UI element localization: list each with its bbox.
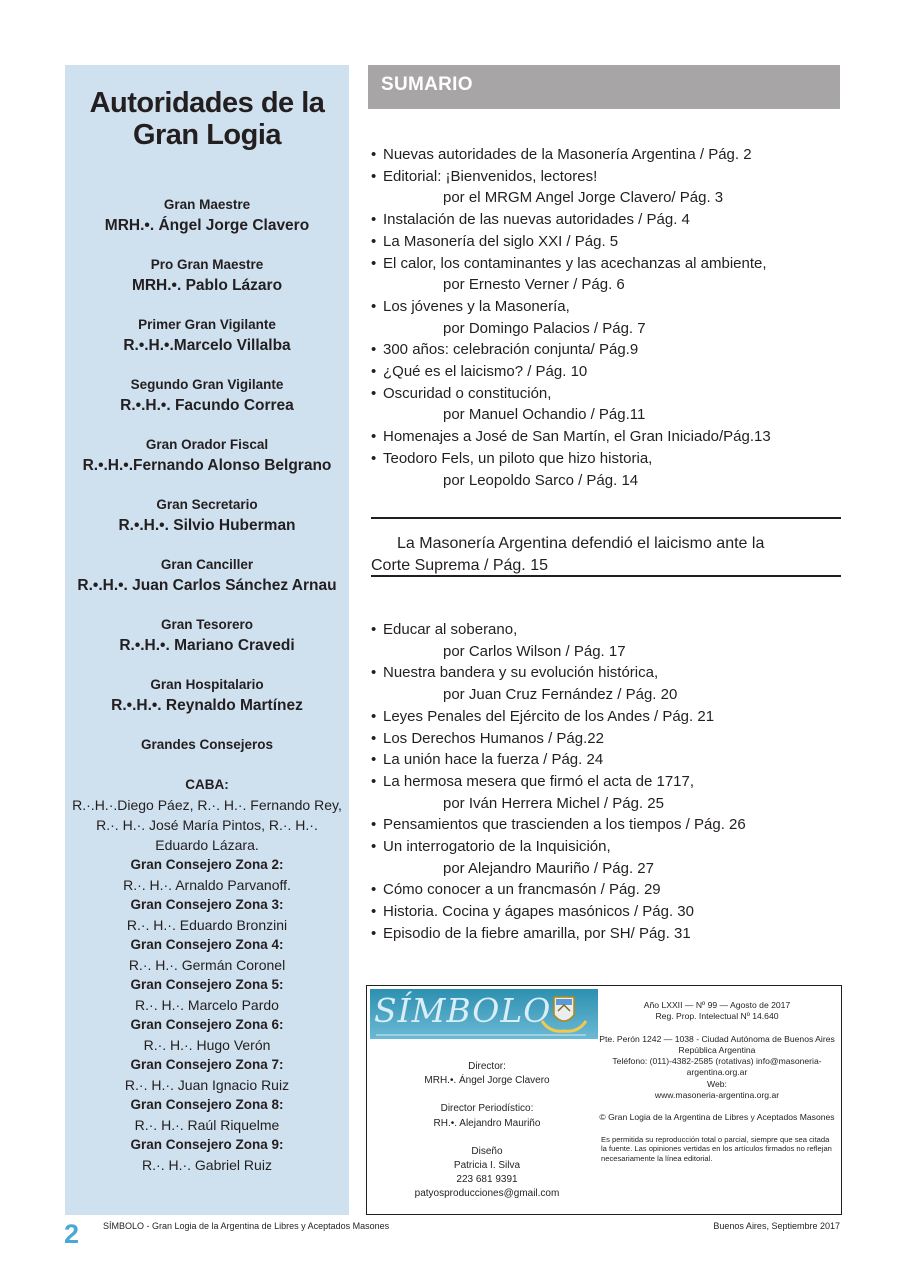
officer-entry <box>65 375 349 417</box>
toc-item-title: Instalación de las nuevas autoridades / Pág. 4 <box>383 211 690 229</box>
toc-item-title: Episodio de la fiebre amarilla, por SH/ Pág. 31 <box>383 924 691 942</box>
bullet-icon: • <box>371 384 377 402</box>
zone-name: R.·. H.·. Gabriel Ruiz <box>142 1157 272 1173</box>
featured-article[interactable] <box>371 517 841 577</box>
design-name: Patricia I. Silva <box>453 1160 521 1172</box>
masthead-credits <box>371 1060 603 1202</box>
toc-item[interactable] <box>371 426 841 448</box>
toc-item[interactable] <box>371 879 841 901</box>
officer-role: Gran Maestre <box>163 197 251 212</box>
toc-item-author: por Iván Herrera Michel / Pág. 25 <box>443 794 664 812</box>
toc-item-title: El calor, los contaminantes y las acechanzas al ambiente, <box>383 254 767 272</box>
simbolo-logo <box>370 989 598 1039</box>
bullet-icon: • <box>371 924 377 942</box>
officer-entry <box>65 495 349 537</box>
zone-entry <box>65 935 349 975</box>
masthead-publication-info <box>599 1000 835 1163</box>
masonic-emblem-icon <box>536 991 592 1035</box>
toc-item-title: Un interrogatorio de la Inquisición, <box>383 838 611 856</box>
bullet-icon: • <box>371 146 377 163</box>
officer-entry <box>65 615 349 657</box>
journalist-label: Director Periodístico: <box>440 1103 534 1115</box>
zone-title: Gran Consejero Zona 6: <box>130 1017 284 1032</box>
logo-underline <box>376 1034 586 1036</box>
zone-title: Gran Consejero Zona 5: <box>130 977 284 992</box>
zone-name: R.·. H.·. Hugo Verón <box>143 1037 271 1053</box>
officer-role: Gran Secretario <box>156 497 258 512</box>
officer-name: R.•.H.•.Fernando Alonso Belgrano <box>82 457 332 474</box>
registry-line: Reg. Prop. Intelectual Nº 14.640 <box>655 1011 779 1022</box>
toc-item-title: La Masonería del siglo XXI / Pág. 5 <box>383 232 619 250</box>
officer-name: R.•.H.•. Juan Carlos Sánchez Arnau <box>77 577 337 594</box>
officer-role: Pro Gran Maestre <box>150 257 264 272</box>
officer-name: R.•.H.•.Marcelo Villalba <box>123 337 291 354</box>
bullet-icon: • <box>371 729 377 747</box>
zone-name: R.·. H.·. Eduardo Bronzini <box>126 917 288 933</box>
zone-title: Gran Consejero Zona 3: <box>130 897 284 912</box>
toc-item-title: Educar al soberano, <box>383 621 518 638</box>
officer-name: MRH.•. Pablo Lázaro <box>131 277 283 294</box>
zone-title: Gran Consejero Zona 2: <box>130 857 284 872</box>
toc-item[interactable] <box>371 728 841 750</box>
zone-entry <box>65 1015 349 1055</box>
copyright-line: © Gran Logia de la Argentina de Libres y Aceptados Masones <box>599 1112 835 1123</box>
zone-name: R.·. H.·. Juan Ignacio Ruiz <box>124 1077 290 1093</box>
toc-item[interactable] <box>371 253 841 296</box>
web-url[interactable]: www.masoneria-argentina.org.ar <box>654 1090 780 1101</box>
toc-item-author: por Juan Cruz Fernández / Pág. 20 <box>443 686 678 704</box>
zone-title: Gran Consejero Zona 7: <box>130 1057 284 1072</box>
toc-item[interactable] <box>371 619 841 662</box>
toc-item-author: por Ernesto Verner / Pág. 6 <box>443 276 625 294</box>
bullet-icon: • <box>371 232 377 250</box>
toc-item-title: Oscuridad o constitución, <box>383 384 552 402</box>
masthead-box <box>366 985 842 1215</box>
web-label: Web: <box>707 1078 727 1089</box>
officer-name: R.•.H.•. Facundo Correa <box>120 397 294 414</box>
toc-item[interactable] <box>371 144 841 166</box>
bullet-icon: • <box>371 838 377 856</box>
zone-name: R.·. H.·. Raúl Riquelme <box>134 1117 280 1133</box>
authorities-panel <box>65 65 349 1215</box>
caba-heading: CABA: <box>185 777 229 792</box>
toc-item[interactable] <box>371 339 841 361</box>
zone-title: Gran Consejero Zona 4: <box>130 937 284 952</box>
toc-item[interactable] <box>371 448 841 491</box>
sumario-heading: SUMARIO <box>368 65 840 109</box>
zone-entry <box>65 1055 349 1095</box>
officer-name: R.•.H.•. Reynaldo Martínez <box>111 697 303 714</box>
legal-notice: Es permitida su reproducción total o parcial, siempre que sea citada la fuente. Las opiniones vertidas en los artículos firmados no reflejan necesariamente la línea editorial. <box>601 1134 832 1163</box>
toc-item-title: Pensamientos que trascienden a los tiempos / Pág. 26 <box>383 816 746 834</box>
zone-entry <box>65 895 349 935</box>
toc-item-title: Leyes Penales del Ejército de los Andes / Pág. 21 <box>383 707 715 725</box>
officer-role: Gran Hospitalario <box>150 677 264 692</box>
toc-item-title: 300 años: celebración conjunta/ Pág.9 <box>383 341 639 359</box>
officer-entry <box>65 255 349 297</box>
toc-item[interactable] <box>371 361 841 383</box>
zones-list <box>65 855 349 1175</box>
toc-list-part1 <box>371 144 841 491</box>
bullet-icon: • <box>371 751 377 769</box>
toc-item-author: por Manuel Ochandio / Pág.11 <box>443 406 646 424</box>
toc-item-title: ¿Qué es el laicismo? / Pág. 10 <box>383 363 588 381</box>
bullet-icon: • <box>371 211 377 229</box>
toc-item-title: Teodoro Fels, un piloto que hizo historia, <box>383 449 653 467</box>
logo-text: SÍMBOLO <box>374 991 552 1030</box>
toc-item[interactable] <box>371 383 841 426</box>
bullet-icon: • <box>371 707 377 725</box>
bullet-icon: • <box>371 297 377 315</box>
toc-item[interactable] <box>371 231 841 253</box>
journalist-name: RH.•. Alejandro Mauriño <box>433 1117 541 1129</box>
toc-item[interactable] <box>371 836 841 879</box>
toc-item[interactable] <box>371 296 841 339</box>
officer-entry <box>65 315 349 357</box>
officer-name: R.•.H.•. Silvio Huberman <box>118 517 296 534</box>
footer-date: Buenos Aires, Septiembre 2017 <box>713 1221 840 1231</box>
zone-entry <box>65 1135 349 1175</box>
phone-line: Teléfono: (011)-4382-2585 (rotativas) info@masoneria-argentina.org.ar <box>612 1056 822 1078</box>
toc-item-author: por Leopoldo Sarco / Pág. 14 <box>443 471 639 489</box>
officer-entry <box>65 555 349 597</box>
bullet-icon: • <box>371 621 377 638</box>
zone-entry <box>65 1095 349 1135</box>
design-email[interactable]: patyosproducciones@gmail.com <box>414 1188 560 1200</box>
director-label: Director: <box>468 1061 506 1072</box>
councils-heading: Grandes Consejeros <box>140 737 274 752</box>
toc-item-title: Los Derechos Humanos / Pág.22 <box>383 729 604 747</box>
bullet-icon: • <box>371 254 377 272</box>
toc-item-author: por Domingo Palacios / Pág. 7 <box>443 319 646 337</box>
officer-role: Segundo Gran Vigilante <box>130 377 284 392</box>
toc-item-author: por Carlos Wilson / Pág. 17 <box>443 642 626 660</box>
officer-role: Gran Canciller <box>160 557 254 572</box>
zone-entry <box>65 975 349 1015</box>
bullet-icon: • <box>371 341 377 359</box>
bullet-icon: • <box>371 903 377 921</box>
caba-names: R.·.H.·.Diego Páez, R.·. H.·. Fernando Rey, R.·. H.·. José María Pintos, R.·. H.·. Eduardo Lázara. <box>72 797 342 853</box>
toc-item-title: La unión hace la fuerza / Pág. 24 <box>383 751 604 769</box>
toc-item[interactable] <box>371 706 841 728</box>
bullet-icon: • <box>371 772 377 790</box>
zone-title: Gran Consejero Zona 8: <box>130 1097 284 1112</box>
officer-entry <box>65 675 349 717</box>
officer-name: MRH.•. Ángel Jorge Clavero <box>104 217 310 234</box>
design-label: Diseño <box>471 1145 503 1157</box>
toc-list-part2 <box>371 619 841 945</box>
authorities-title: Autoridades de la Gran Logia <box>89 87 325 151</box>
toc-item[interactable] <box>371 166 841 209</box>
toc-item-author: por Alejandro Mauriño / Pág. 27 <box>443 859 654 877</box>
officers-list <box>65 195 349 717</box>
zone-name: R.·. H.·. Germán Coronel <box>128 957 286 973</box>
toc-item[interactable] <box>371 749 841 771</box>
featured-line1: La Masonería Argentina defendió el laicismo ante la <box>397 535 765 552</box>
toc-item-title: Los jóvenes y la Masonería, <box>383 297 570 315</box>
officer-role: Gran Orador Fiscal <box>145 437 269 452</box>
page-number: 2 <box>64 1219 80 1249</box>
bullet-icon: • <box>371 449 377 467</box>
toc-item-author: por el MRGM Angel Jorge Clavero/ Pág. 3 <box>443 189 724 207</box>
bullet-icon: • <box>371 167 377 185</box>
address-line2: República Argentina <box>678 1044 756 1055</box>
footer-publication: SÍMBOLO - Gran Logia de la Argentina de Libres y Aceptados Masones <box>103 1221 390 1231</box>
officer-name: R.•.H.•. Mariano Cravedi <box>119 637 295 654</box>
toc-item-title: Nuevas autoridades de la Masonería Argentina / Pág. 2 <box>383 146 752 163</box>
bullet-icon: • <box>371 363 377 381</box>
toc-item-title: La hermosa mesera que firmó el acta de 1717, <box>383 772 695 790</box>
toc-item-title: Homenajes a José de San Martín, el Gran Iniciado/Pág.13 <box>383 428 771 446</box>
bullet-icon: • <box>371 664 377 682</box>
bullet-icon: • <box>371 428 377 446</box>
toc-item-title: Editorial: ¡Bienvenidos, lectores! <box>383 167 598 185</box>
address-line1: Pte. Perón 1242 — 1038 - Ciudad Autónoma de Buenos Aires <box>599 1033 835 1044</box>
zone-name: R.·. H.·. Arnaldo Parvanoff. <box>123 877 291 893</box>
officer-entry <box>65 435 349 477</box>
toc-item-title: Historia. Cocina y ágapes masónicos / Pág. 30 <box>383 903 694 921</box>
toc-item[interactable] <box>371 771 841 814</box>
featured-line2: Corte Suprema / Pág. 15 <box>371 557 548 574</box>
toc-item[interactable] <box>371 923 841 945</box>
bullet-icon: • <box>371 881 377 899</box>
officer-role: Gran Tesorero <box>160 617 254 632</box>
bullet-icon: • <box>371 816 377 834</box>
design-phone: 223 681 9391 <box>456 1174 518 1186</box>
director-name: MRH.•. Ángel Jorge Clavero <box>424 1075 550 1087</box>
issue-line: Año LXXII — Nº 99 — Agosto de 2017 <box>643 1000 791 1010</box>
toc-item[interactable] <box>371 662 841 705</box>
officer-role: Primer Gran Vigilante <box>138 317 276 332</box>
toc-item[interactable] <box>371 209 841 231</box>
toc-item-title: Cómo conocer a un francmasón / Pág. 29 <box>383 881 661 899</box>
toc-item-title: Nuestra bandera y su evolución histórica, <box>383 664 659 682</box>
toc-item[interactable] <box>371 814 841 836</box>
officer-entry <box>65 195 349 237</box>
zone-name: R.·. H.·. Marcelo Pardo <box>135 997 279 1013</box>
zone-entry <box>65 855 349 895</box>
zone-title: Gran Consejero Zona 9: <box>130 1137 284 1152</box>
toc-item[interactable] <box>371 901 841 923</box>
